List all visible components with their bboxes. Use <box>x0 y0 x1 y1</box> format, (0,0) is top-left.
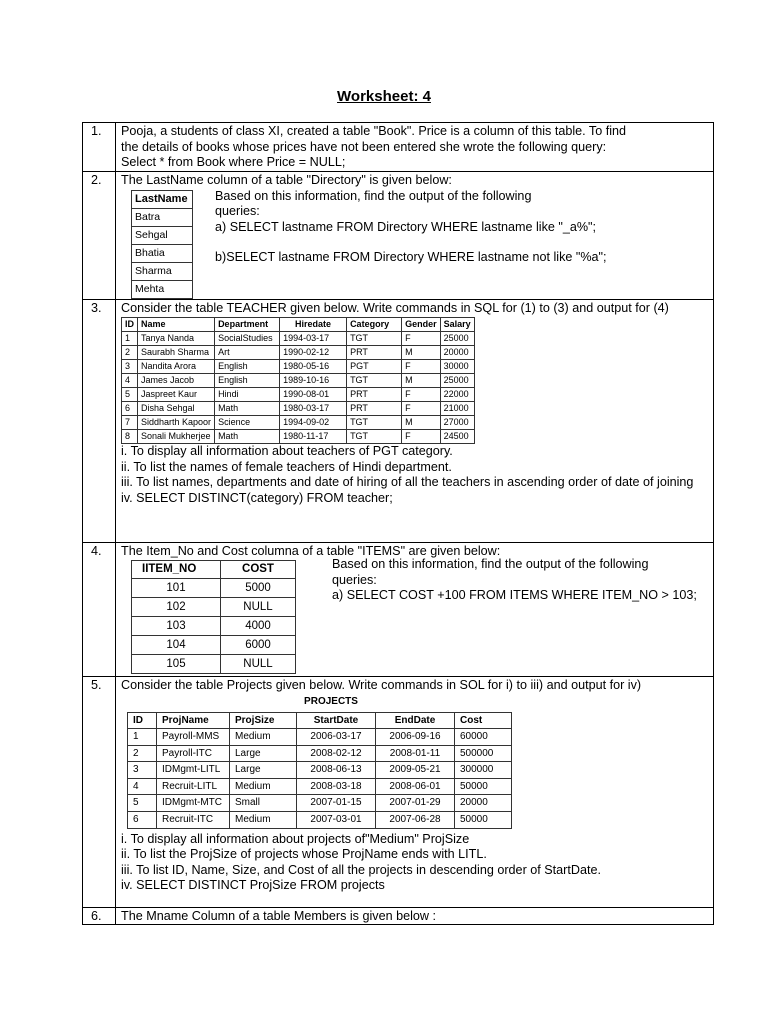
text-line: ii. To list the ProjSize of projects whose ProjName ends with LITL. <box>121 847 487 862</box>
table-cell: 3 <box>122 360 138 374</box>
table-header-row <box>128 712 512 729</box>
table-cell: F <box>402 388 441 402</box>
table-cell: Small <box>230 795 297 812</box>
table-row <box>128 778 512 795</box>
table-row <box>122 346 475 360</box>
table-cell: 60000 <box>455 729 512 746</box>
question-intro: Consider the table TEACHER given below. Write commands in SQL for (1) to (3) and output for (4) <box>121 300 669 315</box>
table-cell: 50000 <box>455 812 512 829</box>
table-cell: Bhatia <box>132 244 193 262</box>
text-line: a) SELECT lastname FROM Directory WHERE lastname like "_a%"; <box>215 219 597 234</box>
table-header: EndDate <box>376 712 455 729</box>
table-header-row <box>122 318 475 332</box>
table-cell: Tanya Nanda <box>138 332 215 346</box>
text-line: the details of books whose prices have not been entered she wrote the following query: <box>121 139 607 154</box>
table-cell: Math <box>215 430 280 444</box>
table-cell: 30000 <box>440 360 474 374</box>
table-cell: NULL <box>221 654 296 673</box>
table-cell: IDMgmt-MTC <box>157 795 230 812</box>
table-cell: Jaspreet Kaur <box>138 388 215 402</box>
table-cell: 2006-03-17 <box>297 729 376 746</box>
table-cell: Mehta <box>132 280 193 298</box>
text-line: i. To display all information about projects of"Medium" ProjSize <box>121 831 470 846</box>
table-cell: 24500 <box>440 430 474 444</box>
text-line: iii. To list ID, Name, Size, and Cost of all the projects in descending order of StartDate. <box>121 862 601 877</box>
table-cell: 1994-03-17 <box>280 332 347 346</box>
table-cell: 5000 <box>221 578 296 597</box>
table-row <box>122 416 475 430</box>
table-cell: 2007-06-28 <box>376 812 455 829</box>
table-row <box>128 812 512 829</box>
table-cell: 1980-03-17 <box>280 402 347 416</box>
question-row-4 <box>83 542 714 676</box>
table-header: Department <box>215 318 280 332</box>
table-header: Salary <box>440 318 474 332</box>
table-cell: 25000 <box>440 374 474 388</box>
table-row <box>128 762 512 779</box>
table-cell: 2008-02-12 <box>297 745 376 762</box>
question-intro: The Item_No and Cost columna of a table "ITEMS" are given below: <box>121 543 501 558</box>
question-row-1 <box>83 123 714 172</box>
table-row <box>122 374 475 388</box>
question-number: 2. <box>83 172 116 300</box>
table-cell: 2008-01-11 <box>376 745 455 762</box>
question-intro: The Mname Column of a table Members is given below : <box>121 908 436 923</box>
table-cell: F <box>402 332 441 346</box>
table-row <box>132 654 296 673</box>
table-cell: Large <box>230 762 297 779</box>
table-row <box>132 616 296 635</box>
table-cell: 2009-05-21 <box>376 762 455 779</box>
table-cell: 4 <box>128 778 157 795</box>
question-row-6 <box>83 907 714 925</box>
table-header: ProjSize <box>230 712 297 729</box>
question-number: 5. <box>83 676 116 907</box>
text-line: ii. To list the names of female teachers of Hindi department. <box>121 459 452 474</box>
table-cell: 6000 <box>221 635 296 654</box>
text-line: queries: <box>215 204 260 218</box>
table-cell: James Jacob <box>138 374 215 388</box>
text-line: iii. To list names, departments and date of hiring of all the teachers in ascending order of date of joining <box>121 475 694 489</box>
text-line: Based on this information, find the output of the following <box>332 557 649 571</box>
table-cell: Math <box>215 402 280 416</box>
question-text <box>116 542 714 676</box>
projects-table <box>127 712 512 829</box>
table-cell: TGT <box>347 374 402 388</box>
table-cell: 1 <box>128 729 157 746</box>
table-row <box>132 578 296 597</box>
table-header: StartDate <box>297 712 376 729</box>
table-header: ProjName <box>157 712 230 729</box>
table-cell: PGT <box>347 360 402 374</box>
table-header: IITEM_NO <box>132 561 221 579</box>
table-cell: 104 <box>132 635 221 654</box>
items-table <box>131 560 296 674</box>
table-cell: 6 <box>128 812 157 829</box>
table-row <box>122 360 475 374</box>
lastname-table <box>131 190 193 299</box>
table-cell: 2 <box>122 346 138 360</box>
table-cell: PRT <box>347 388 402 402</box>
table-cell: Sehgal <box>132 226 193 244</box>
text-line: Select * from Book where Price = NULL; <box>121 155 346 169</box>
table-cell: 5 <box>122 388 138 402</box>
table-header-row <box>132 561 296 579</box>
table-cell: 5 <box>128 795 157 812</box>
table-cell: Large <box>230 745 297 762</box>
table-cell: Siddharth Kapoor <box>138 416 215 430</box>
table-row <box>128 729 512 746</box>
table-header: Gender <box>402 318 441 332</box>
table-cell: Sonali Mukherjee <box>138 430 215 444</box>
table-cell: 2007-03-01 <box>297 812 376 829</box>
table-cell: 300000 <box>455 762 512 779</box>
table-cell: 1 <box>122 332 138 346</box>
question-text <box>116 907 714 925</box>
table-cell: PRT <box>347 402 402 416</box>
table-cell: 8 <box>122 430 138 444</box>
table-cell: 20000 <box>440 346 474 360</box>
table-cell: PRT <box>347 346 402 360</box>
table-cell: F <box>402 430 441 444</box>
table-cell: 1994-09-02 <box>280 416 347 430</box>
table-row <box>122 332 475 346</box>
table-cell: Payroll-ITC <box>157 745 230 762</box>
table-cell: TGT <box>347 416 402 430</box>
table-header: Cost <box>455 712 512 729</box>
table-cell: English <box>215 360 280 374</box>
table-header: ID <box>128 712 157 729</box>
table-cell: Science <box>215 416 280 430</box>
table-cell: 6 <box>122 402 138 416</box>
table-cell: English <box>215 374 280 388</box>
table-cell: SocialStudies <box>215 332 280 346</box>
text-line: a) SELECT COST +100 FROM ITEMS WHERE ITEM_NO > 103; <box>332 588 697 602</box>
table-caption: PROJECTS <box>304 696 358 707</box>
table-cell: IDMgmt-LITL <box>157 762 230 779</box>
table-cell: 105 <box>132 654 221 673</box>
table-cell: 2008-06-01 <box>376 778 455 795</box>
text-line: iv. SELECT DISTINCT(category) FROM teacher; <box>121 490 393 505</box>
table-cell: 2008-03-18 <box>297 778 376 795</box>
question-text <box>116 676 714 907</box>
question-text <box>116 299 714 542</box>
table-cell: 2 <box>128 745 157 762</box>
text-line: iv. SELECT DISTINCT ProjSize FROM projects <box>121 878 385 893</box>
table-cell: 21000 <box>440 402 474 416</box>
table-cell: 2008-06-13 <box>297 762 376 779</box>
question-number: 4. <box>83 542 116 676</box>
text-line: b)SELECT lastname FROM Directory WHERE lastname not like "%a"; <box>215 250 607 264</box>
question-side-text <box>332 557 697 604</box>
table-cell: Disha Sehgal <box>138 402 215 416</box>
table-row <box>132 635 296 654</box>
question-number: 3. <box>83 299 116 542</box>
table-cell: 25000 <box>440 332 474 346</box>
table-row <box>122 402 475 416</box>
table-cell: Medium <box>230 778 297 795</box>
question-row-5 <box>83 676 714 907</box>
table-row <box>122 430 475 444</box>
table-cell: Sharma <box>132 262 193 280</box>
question-text <box>116 123 714 172</box>
question-number: 1. <box>83 123 116 172</box>
table-cell: TGT <box>347 332 402 346</box>
table-cell: 2006-09-16 <box>376 729 455 746</box>
table-cell: 7 <box>122 416 138 430</box>
table-cell: Batra <box>132 208 193 226</box>
table-cell: 27000 <box>440 416 474 430</box>
worksheet-title: Worksheet: 4 <box>337 88 431 105</box>
table-cell: 102 <box>132 597 221 616</box>
table-row <box>128 795 512 812</box>
table-cell: Hindi <box>215 388 280 402</box>
table-cell: 22000 <box>440 388 474 402</box>
table-cell: 103 <box>132 616 221 635</box>
table-row <box>128 745 512 762</box>
table-cell: 3 <box>128 762 157 779</box>
table-row <box>132 597 296 616</box>
worksheet-table <box>82 122 714 925</box>
question-side-text <box>215 189 607 266</box>
table-cell: F <box>402 360 441 374</box>
table-cell: 2007-01-29 <box>376 795 455 812</box>
table-cell: F <box>402 402 441 416</box>
question-number: 6. <box>83 907 116 925</box>
table-cell: 4 <box>122 374 138 388</box>
table-header: COST <box>221 561 296 579</box>
table-cell: Recruit-ITC <box>157 812 230 829</box>
table-cell: M <box>402 416 441 430</box>
text-line: Pooja, a students of class XI, created a table "Book". Price is a column of this table. To find <box>121 124 627 138</box>
table-cell: Medium <box>230 812 297 829</box>
table-cell: Medium <box>230 729 297 746</box>
table-cell: 1990-08-01 <box>280 388 347 402</box>
table-cell: TGT <box>347 430 402 444</box>
table-cell: 1980-05-16 <box>280 360 347 374</box>
table-cell: 20000 <box>455 795 512 812</box>
table-cell: Nandita Arora <box>138 360 215 374</box>
question-text <box>116 172 714 300</box>
question-row-3 <box>83 299 714 542</box>
question-row-2 <box>83 172 714 300</box>
table-header: Name <box>138 318 215 332</box>
question-intro: The LastName column of a table "Directory" is given below: <box>121 173 452 187</box>
table-cell: 1990-02-12 <box>280 346 347 360</box>
table-cell: 1980-11-17 <box>280 430 347 444</box>
table-cell: NULL <box>221 597 296 616</box>
text-line: i. To display all information about teachers of PGT category. <box>121 444 453 458</box>
table-cell: 4000 <box>221 616 296 635</box>
teacher-table <box>121 317 475 444</box>
table-cell: Recruit-LITL <box>157 778 230 795</box>
table-cell: 2007-01-15 <box>297 795 376 812</box>
text-line: Based on this information, find the output of the following <box>215 188 532 203</box>
table-cell: 1989-10-16 <box>280 374 347 388</box>
table-header: Category <box>347 318 402 332</box>
table-cell: M <box>402 374 441 388</box>
table-cell: 101 <box>132 578 221 597</box>
table-row <box>122 388 475 402</box>
table-cell: Payroll-MMS <box>157 729 230 746</box>
question-intro: Consider the table Projects given below. Write commands in SOL for i) to iii) and output for iv) <box>121 677 642 692</box>
table-cell: 500000 <box>455 745 512 762</box>
table-header: ID <box>122 318 138 332</box>
table-header: Hiredate <box>280 318 347 332</box>
table-cell: Art <box>215 346 280 360</box>
table-cell: M <box>402 346 441 360</box>
table-cell: 50000 <box>455 778 512 795</box>
table-cell: Saurabh Sharma <box>138 346 215 360</box>
text-line: queries: <box>332 572 377 587</box>
table-header: LastName <box>132 190 193 208</box>
